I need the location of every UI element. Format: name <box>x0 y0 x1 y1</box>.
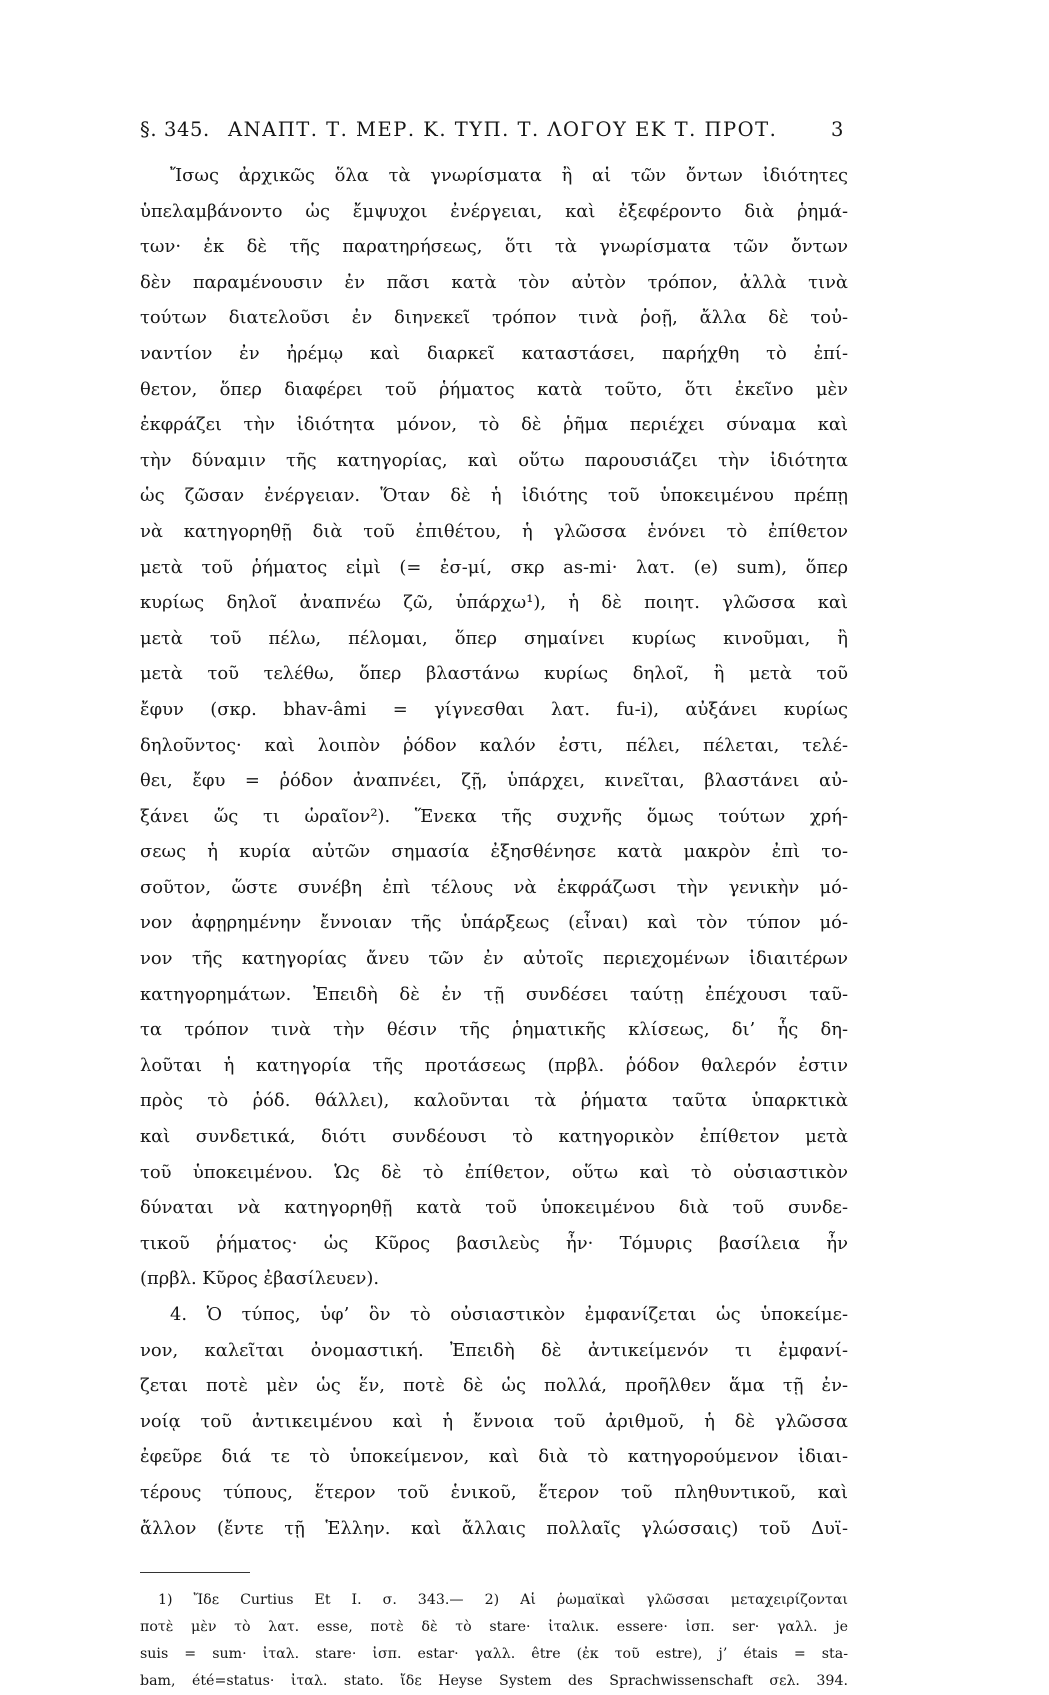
text-line: νον, καλεῖται ὀνομαστική. Ἐπειδὴ δὲ ἀντικείμενόν τι ἐμφανί- <box>140 1339 848 1361</box>
text-line: ναντίον ἐν ἠρέμῳ καὶ διαρκεῖ καταστάσει, παρήχθη τὸ ἐπί- <box>140 342 848 364</box>
footnote-line: bam, été=status· ἰταλ. stato. ἴδε Heyse System des Sprachwissenschaft σελ. 394. <box>140 1673 848 1690</box>
body-text <box>140 158 848 1546</box>
text-line: ξάνει ὥς τι ὡραῖον²). Ἕνεκα τῆς συχνῆς ὅμως τούτων χρή- <box>140 805 848 827</box>
running-header <box>140 112 848 148</box>
text-line: ὡς ζῶσαν ἐνέργειαν. Ὅταν δὲ ἡ ἰδιότης τοῦ ὑποκειμένου πρέπῃ <box>140 485 848 507</box>
text-line: ὑπελαμβάνοντο ὡς ἔμψυχοι ἐνέργειαι, καὶ ἐξεφέροντο διὰ ῥημά- <box>140 200 848 222</box>
footnotes <box>140 1587 848 1695</box>
text-line: ἐκφράζει τὴν ἰδιότητα μόνον, τὸ δὲ ῥῆμα περιέχει σύναμα καὶ <box>140 414 848 436</box>
text-line: των· ἐκ δὲ τῆς παρατηρήσεως, ὅτι τὰ γνωρίσματα τῶν ὄντων <box>140 236 848 258</box>
text-line: δὲν παραμένουσιν ἐν πᾶσι κατὰ τὸν αὐτὸν τρόπον, ἀλλὰ τινὰ <box>140 271 848 293</box>
text-line: πρὸς τὸ ῥόδ. θάλλει), καλοῦνται τὰ ῥήματα ταῦτα ὑπαρκτικὰ <box>140 1090 848 1112</box>
text-line: μετὰ τοῦ τελέθω, ὅπερ βλαστάνω κυρίως δηλοῖ, ἢ μετὰ τοῦ <box>140 663 848 685</box>
text-line: μετὰ τοῦ πέλω, πέλομαι, ὅπερ σημαίνει κυρίως κινοῦμαι, ἢ <box>140 627 848 649</box>
text-line: σεως ἡ κυρία αὐτῶν σημασία ἐξησθένησε κατὰ μακρὸν ἐπὶ το- <box>140 841 848 863</box>
text-line: Ἴσως ἀρχικῶς ὅλα τὰ γνωρίσματα ἢ αἱ τῶν ὄντων ἰδιότητες <box>170 165 848 186</box>
text-line: 4. Ὁ τύπος, ὑφ’ ὃν τὸ οὐσιαστικὸν ἐμφανίζεται ὡς ὑποκείμε- <box>170 1304 848 1325</box>
text-line: τα τρόπον τινὰ τὴν θέσιν τῆς ῥηματικῆς κλίσεως, δι’ ἧς δη- <box>140 1019 848 1041</box>
text-line: νον ἀφῃρημένην ἔννοιαν τῆς ὑπάρξεως (εἶναι) καὶ τὸν τύπον μό- <box>140 912 848 934</box>
footnote-line: 1) Ἴδε Curtius Et I. σ. 343.— 2) Αἱ ῥωμαϊκαὶ γλῶσσαι μεταχειρίζονται <box>158 1592 848 1609</box>
text-line: κυρίως δηλοῖ ἀναπνέω ζῶ, ὑπάρχω¹), ἡ δὲ ποιητ. γλῶσσα καὶ <box>140 592 848 614</box>
running-title: ΑΝΑΠΤ. Τ. ΜΕΡ. Κ. ΤΥΠ. Τ. ΛΟΓΟΥ ΕΚ Τ. ΠΡΟΤ. <box>228 118 778 141</box>
text-line: μετὰ τοῦ ῥήματος εἰμὶ (= ἐσ-μί, σκρ as-mi· λατ. (e) sum), ὅπερ <box>140 556 848 578</box>
text-line: νον τῆς κατηγορίας ἄνευ τῶν ἐν αὐτοῖς περιεχομένων ἰδιαιτέρων <box>140 948 848 970</box>
text-line: λοῦται ἡ κατηγορία τῆς προτάσεως (πρβλ. ῥόδον θαλερόν ἐστιν <box>140 1054 848 1076</box>
footnote-line: suis = sum· ἰταλ. stare· ἰσπ. estar· γαλλ. être (ἐκ τοῦ estre), j’ étais = sta- <box>140 1646 848 1663</box>
text-line: τούτων διατελοῦσι ἐν διηνεκεῖ τρόπον τινὰ ῥοῇ, ἄλλα δὲ τοὐ- <box>140 307 848 329</box>
text-line: δύναται νὰ κατηγορηθῇ κατὰ τοῦ ὑποκειμένου διὰ τοῦ συνδε- <box>140 1197 848 1219</box>
book-page <box>140 112 848 1695</box>
text-line: τικοῦ ῥήματος· ὡς Κῦρος βασιλεὺς ἦν· Τόμυρις βασίλεια ἦν <box>140 1232 848 1254</box>
text-line: θετον, ὅπερ διαφέρει τοῦ ῥήματος κατὰ τοῦτο, ὅτι ἐκεῖνο μὲν <box>140 378 848 400</box>
section-number: §. 345. <box>140 118 210 141</box>
page-number: 3 <box>830 118 844 141</box>
text-line: καὶ συνδετικά, διότι συνδέουσι τὸ κατηγορικὸν ἐπίθετον μετὰ <box>140 1126 848 1148</box>
text-line: δηλοῦντος· καὶ λοιπὸν ῥόδον καλόν ἐστι, πέλει, πέλεται, τελέ- <box>140 734 848 756</box>
text-line: ζεται ποτὲ μὲν ὡς ἕν, ποτὲ δὲ ὡς πολλά, προῆλθεν ἅμα τῇ ἐν- <box>140 1375 848 1397</box>
footnote-divider <box>140 1572 250 1573</box>
text-line: τοῦ ὑποκειμένου. Ὡς δὲ τὸ ἐπίθετον, οὕτω καὶ τὸ οὐσιαστικὸν <box>140 1161 848 1183</box>
text-line: ἄλλον (ἔντε τῇ Ἑλλην. καὶ ἄλλαις πολλαῖς γλώσσαις) τοῦ Δυϊ- <box>140 1517 848 1539</box>
text-line: θει, ἔφυ = ῥόδον ἀναπνέει, ζῇ, ὑπάρχει, κινεῖται, βλαστάνει αὐ- <box>140 770 848 792</box>
text-line: κατηγορημάτων. Ἐπειδὴ δὲ ἐν τῇ συνδέσει ταύτῃ ἐπέχουσι ταῦ- <box>140 983 848 1005</box>
text-line: ἐφεῦρε διά τε τὸ ὑποκείμενον, καὶ διὰ τὸ κατηγορούμενον ἰδιαι- <box>140 1446 848 1468</box>
text-line: ἔφυν (σκρ. bhav-âmi = γίγνεσθαι λατ. fu-i), αὐξάνει κυρίως <box>140 698 848 720</box>
text-line: (πρβλ. Κῦρος ἐβασίλευεν). <box>140 1268 380 1290</box>
footnote-line: ποτὲ μὲν τὸ λατ. esse, ποτὲ δὲ τὸ stare· ἰταλικ. essere· ἰσπ. ser· γαλλ. je <box>140 1619 848 1636</box>
text-line: τὴν δύναμιν τῆς κατηγορίας, καὶ οὕτω παρουσιάζει τὴν ἰδιότητα <box>140 449 848 471</box>
text-line: νοίᾳ τοῦ ἀντικειμένου καὶ ἡ ἔννοια τοῦ ἀριθμοῦ, ἡ δὲ γλῶσσα <box>140 1410 848 1432</box>
text-line: νὰ κατηγορηθῇ διὰ τοῦ ἐπιθέτου, ἡ γλῶσσα ἑνόνει τὸ ἐπίθετον <box>140 520 848 542</box>
text-line: σοῦτον, ὥστε συνέβη ἐπὶ τέλους νὰ ἐκφράζωσι τὴν γενικὴν μό- <box>140 876 848 898</box>
text-line: τέρους τύπους, ἕτερον τοῦ ἑνικοῦ, ἕτερον τοῦ πληθυντικοῦ, καὶ <box>140 1481 848 1503</box>
